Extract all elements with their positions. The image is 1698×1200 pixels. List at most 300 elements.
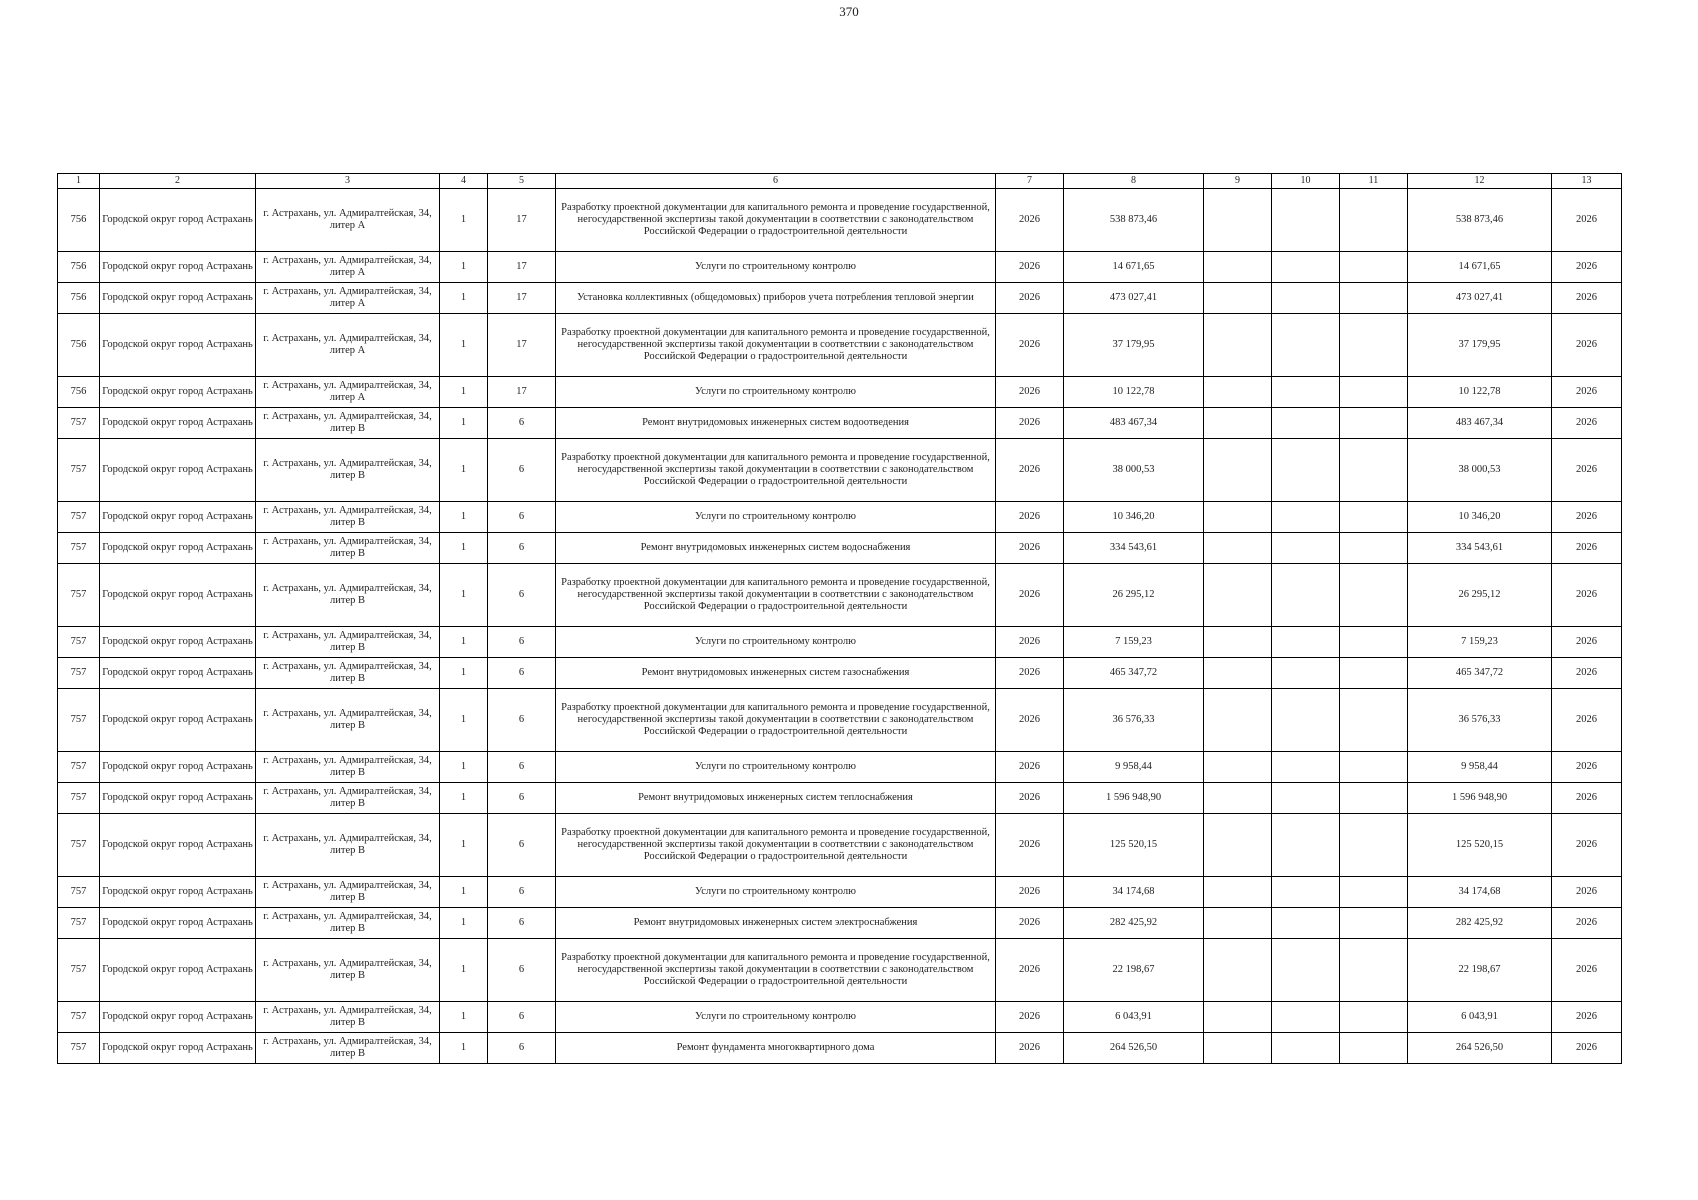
cell-house-number: 757 bbox=[58, 658, 100, 689]
cell-cost-total: 538 873,46 bbox=[1408, 189, 1552, 252]
cell-col-9 bbox=[1204, 314, 1272, 377]
cell-col-4: 1 bbox=[440, 783, 488, 814]
cell-col-4: 1 bbox=[440, 877, 488, 908]
cell-cost: 22 198,67 bbox=[1064, 939, 1204, 1002]
cell-year: 2026 bbox=[996, 689, 1064, 752]
table-row bbox=[58, 189, 1622, 252]
cell-year-end: 2026 bbox=[1552, 502, 1622, 533]
cell-col-11 bbox=[1340, 877, 1408, 908]
cell-cost-total: 125 520,15 bbox=[1408, 814, 1552, 877]
cell-house-number: 757 bbox=[58, 877, 100, 908]
cell-work-type: Услуги по строительному контролю bbox=[556, 1002, 996, 1033]
cell-cost: 9 958,44 bbox=[1064, 752, 1204, 783]
cell-col-11 bbox=[1340, 658, 1408, 689]
cell-year-end: 2026 bbox=[1552, 877, 1622, 908]
cell-col-5: 17 bbox=[488, 283, 556, 314]
cell-col-11 bbox=[1340, 408, 1408, 439]
cell-year: 2026 bbox=[996, 783, 1064, 814]
column-header-3: 3 bbox=[256, 174, 440, 189]
cell-year-end: 2026 bbox=[1552, 314, 1622, 377]
cell-col-4: 1 bbox=[440, 502, 488, 533]
table-row bbox=[58, 658, 1622, 689]
cell-col-5: 17 bbox=[488, 252, 556, 283]
cell-col-5: 6 bbox=[488, 908, 556, 939]
cell-cost: 483 467,34 bbox=[1064, 408, 1204, 439]
cell-cost: 473 027,41 bbox=[1064, 283, 1204, 314]
cell-cost-total: 10 122,78 bbox=[1408, 377, 1552, 408]
cell-cost-total: 7 159,23 bbox=[1408, 627, 1552, 658]
cell-cost: 264 526,50 bbox=[1064, 1033, 1204, 1064]
cell-col-4: 1 bbox=[440, 752, 488, 783]
cell-col-5: 6 bbox=[488, 814, 556, 877]
cell-cost-total: 37 179,95 bbox=[1408, 314, 1552, 377]
cell-cost: 10 346,20 bbox=[1064, 502, 1204, 533]
cell-cost: 26 295,12 bbox=[1064, 564, 1204, 627]
cell-col-5: 17 bbox=[488, 314, 556, 377]
cell-work-type: Услуги по строительному контролю bbox=[556, 377, 996, 408]
cell-work-type: Разработку проектной документации для капитального ремонта и проведение государственной, негосударственной экспертизы такой документации в соответствии с законодательством Российской Федерации о градостроительной деятельности bbox=[556, 939, 996, 1002]
cell-year: 2026 bbox=[996, 283, 1064, 314]
cell-work-type: Ремонт внутридомовых инженерных систем газоснабжения bbox=[556, 658, 996, 689]
cell-col-4: 1 bbox=[440, 1033, 488, 1064]
cell-cost-total: 282 425,92 bbox=[1408, 908, 1552, 939]
cell-year: 2026 bbox=[996, 439, 1064, 502]
cell-work-type: Услуги по строительному контролю bbox=[556, 627, 996, 658]
cell-col-9 bbox=[1204, 783, 1272, 814]
table-row bbox=[58, 1002, 1622, 1033]
cell-cost-total: 36 576,33 bbox=[1408, 689, 1552, 752]
cell-col-5: 6 bbox=[488, 752, 556, 783]
table-row bbox=[58, 783, 1622, 814]
cell-cost: 125 520,15 bbox=[1064, 814, 1204, 877]
column-header-5: 5 bbox=[488, 174, 556, 189]
table-row bbox=[58, 502, 1622, 533]
cell-col-5: 6 bbox=[488, 658, 556, 689]
cell-col-10 bbox=[1272, 252, 1340, 283]
cell-year-end: 2026 bbox=[1552, 908, 1622, 939]
cell-col-4: 1 bbox=[440, 533, 488, 564]
table-row bbox=[58, 564, 1622, 627]
cell-col-10 bbox=[1272, 814, 1340, 877]
cell-year: 2026 bbox=[996, 377, 1064, 408]
cell-col-9 bbox=[1204, 283, 1272, 314]
cell-year: 2026 bbox=[996, 252, 1064, 283]
cell-year: 2026 bbox=[996, 814, 1064, 877]
cell-cost-total: 22 198,67 bbox=[1408, 939, 1552, 1002]
cell-col-4: 1 bbox=[440, 252, 488, 283]
cell-col-4: 1 bbox=[440, 283, 488, 314]
cell-address: г. Астрахань, ул. Адмиралтейская, 34, литер В bbox=[256, 502, 440, 533]
cell-year: 2026 bbox=[996, 189, 1064, 252]
cell-house-number: 757 bbox=[58, 814, 100, 877]
cell-work-type: Услуги по строительному контролю bbox=[556, 502, 996, 533]
cell-address: г. Астрахань, ул. Адмиралтейская, 34, литер В bbox=[256, 752, 440, 783]
cell-col-5: 6 bbox=[488, 627, 556, 658]
table-row bbox=[58, 439, 1622, 502]
column-header-6: 6 bbox=[556, 174, 996, 189]
cell-year: 2026 bbox=[996, 877, 1064, 908]
cell-col-9 bbox=[1204, 377, 1272, 408]
cell-col-5: 6 bbox=[488, 783, 556, 814]
cell-cost-total: 334 543,61 bbox=[1408, 533, 1552, 564]
cell-work-type: Ремонт внутридомовых инженерных систем теплоснабжения bbox=[556, 783, 996, 814]
cell-house-number: 757 bbox=[58, 689, 100, 752]
cell-year-end: 2026 bbox=[1552, 1033, 1622, 1064]
cell-cost: 34 174,68 bbox=[1064, 877, 1204, 908]
cell-col-9 bbox=[1204, 1002, 1272, 1033]
cell-col-4: 1 bbox=[440, 908, 488, 939]
cell-col-10 bbox=[1272, 408, 1340, 439]
cell-house-number: 757 bbox=[58, 752, 100, 783]
cell-work-type: Ремонт внутридомовых инженерных систем водоснабжения bbox=[556, 533, 996, 564]
cell-year-end: 2026 bbox=[1552, 189, 1622, 252]
cell-address: г. Астрахань, ул. Адмиралтейская, 34, литер В bbox=[256, 1033, 440, 1064]
cell-col-5: 6 bbox=[488, 564, 556, 627]
cell-year-end: 2026 bbox=[1552, 658, 1622, 689]
cell-col-4: 1 bbox=[440, 408, 488, 439]
column-header-4: 4 bbox=[440, 174, 488, 189]
cell-year-end: 2026 bbox=[1552, 283, 1622, 314]
cell-col-9 bbox=[1204, 502, 1272, 533]
cell-col-9 bbox=[1204, 752, 1272, 783]
table-row bbox=[58, 814, 1622, 877]
column-header-10: 10 bbox=[1272, 174, 1340, 189]
cell-work-type: Ремонт фундамента многоквартирного дома bbox=[556, 1033, 996, 1064]
cell-col-11 bbox=[1340, 783, 1408, 814]
cell-year-end: 2026 bbox=[1552, 783, 1622, 814]
cell-house-number: 757 bbox=[58, 908, 100, 939]
cell-col-11 bbox=[1340, 908, 1408, 939]
column-header-1: 1 bbox=[58, 174, 100, 189]
cell-municipality: Городской округ город Астрахань bbox=[100, 908, 256, 939]
cell-municipality: Городской округ город Астрахань bbox=[100, 533, 256, 564]
header-row bbox=[58, 174, 1622, 189]
table-row bbox=[58, 377, 1622, 408]
cell-col-11 bbox=[1340, 533, 1408, 564]
cell-cost-total: 264 526,50 bbox=[1408, 1033, 1552, 1064]
cell-col-10 bbox=[1272, 658, 1340, 689]
cell-cost-total: 465 347,72 bbox=[1408, 658, 1552, 689]
cell-col-11 bbox=[1340, 814, 1408, 877]
cell-col-4: 1 bbox=[440, 314, 488, 377]
cell-municipality: Городской округ город Астрахань bbox=[100, 439, 256, 502]
cell-house-number: 756 bbox=[58, 189, 100, 252]
cell-work-type: Разработку проектной документации для капитального ремонта и проведение государственной, негосударственной экспертизы такой документации в соответствии с законодательством Российской Федерации о градостроительной деятельности bbox=[556, 189, 996, 252]
cell-house-number: 756 bbox=[58, 314, 100, 377]
cell-municipality: Городской округ город Астрахань bbox=[100, 1033, 256, 1064]
cell-col-4: 1 bbox=[440, 564, 488, 627]
cell-work-type: Услуги по строительному контролю bbox=[556, 252, 996, 283]
cell-cost: 1 596 948,90 bbox=[1064, 783, 1204, 814]
cell-municipality: Городской округ город Астрахань bbox=[100, 689, 256, 752]
cell-col-11 bbox=[1340, 377, 1408, 408]
cell-house-number: 757 bbox=[58, 533, 100, 564]
cell-col-11 bbox=[1340, 1002, 1408, 1033]
cell-year-end: 2026 bbox=[1552, 377, 1622, 408]
table-body bbox=[58, 189, 1622, 1064]
cell-col-10 bbox=[1272, 283, 1340, 314]
cell-work-type: Установка коллективных (общедомовых) приборов учета потребления тепловой энергии bbox=[556, 283, 996, 314]
cell-address: г. Астрахань, ул. Адмиралтейская, 34, литер В bbox=[256, 533, 440, 564]
cell-address: г. Астрахань, ул. Адмиралтейская, 34, литер В bbox=[256, 658, 440, 689]
cell-year: 2026 bbox=[996, 314, 1064, 377]
column-header-2: 2 bbox=[100, 174, 256, 189]
column-header-12: 12 bbox=[1408, 174, 1552, 189]
cell-municipality: Городской округ город Астрахань bbox=[100, 783, 256, 814]
cell-cost-total: 9 958,44 bbox=[1408, 752, 1552, 783]
cell-col-10 bbox=[1272, 783, 1340, 814]
cell-col-10 bbox=[1272, 377, 1340, 408]
cell-work-type: Разработку проектной документации для капитального ремонта и проведение государственной, негосударственной экспертизы такой документации в соответствии с законодательством Российской Федерации о градостроительной деятельности bbox=[556, 439, 996, 502]
cell-cost-total: 10 346,20 bbox=[1408, 502, 1552, 533]
cell-address: г. Астрахань, ул. Адмиралтейская, 34, литер В bbox=[256, 877, 440, 908]
cell-year-end: 2026 bbox=[1552, 533, 1622, 564]
cell-house-number: 757 bbox=[58, 783, 100, 814]
cell-col-10 bbox=[1272, 908, 1340, 939]
cell-col-11 bbox=[1340, 314, 1408, 377]
cell-municipality: Городской округ город Астрахань bbox=[100, 502, 256, 533]
cell-cost: 14 671,65 bbox=[1064, 252, 1204, 283]
cell-cost-total: 1 596 948,90 bbox=[1408, 783, 1552, 814]
cell-address: г. Астрахань, ул. Адмиралтейская, 34, литер В bbox=[256, 908, 440, 939]
cell-work-type: Услуги по строительному контролю bbox=[556, 877, 996, 908]
cell-house-number: 757 bbox=[58, 408, 100, 439]
cell-cost-total: 483 467,34 bbox=[1408, 408, 1552, 439]
cell-municipality: Городской округ город Астрахань bbox=[100, 283, 256, 314]
cell-address: г. Астрахань, ул. Адмиралтейская, 34, литер В bbox=[256, 1002, 440, 1033]
cell-house-number: 757 bbox=[58, 1033, 100, 1064]
cell-col-10 bbox=[1272, 502, 1340, 533]
cell-municipality: Городской округ город Астрахань bbox=[100, 377, 256, 408]
cell-municipality: Городской округ город Астрахань bbox=[100, 658, 256, 689]
cell-work-type: Разработку проектной документации для капитального ремонта и проведение государственной, негосударственной экспертизы такой документации в соответствии с законодательством Российской Федерации о градостроительной деятельности bbox=[556, 814, 996, 877]
cell-address: г. Астрахань, ул. Адмиралтейская, 34, литер В bbox=[256, 408, 440, 439]
cell-work-type: Услуги по строительному контролю bbox=[556, 752, 996, 783]
cell-year: 2026 bbox=[996, 408, 1064, 439]
cell-year: 2026 bbox=[996, 908, 1064, 939]
cell-municipality: Городской округ город Астрахань bbox=[100, 1002, 256, 1033]
cell-col-11 bbox=[1340, 564, 1408, 627]
cell-col-10 bbox=[1272, 1002, 1340, 1033]
cell-cost: 465 347,72 bbox=[1064, 658, 1204, 689]
table-row bbox=[58, 314, 1622, 377]
cell-col-10 bbox=[1272, 314, 1340, 377]
cell-cost-total: 26 295,12 bbox=[1408, 564, 1552, 627]
cell-year: 2026 bbox=[996, 1002, 1064, 1033]
cell-col-4: 1 bbox=[440, 814, 488, 877]
cell-year-end: 2026 bbox=[1552, 752, 1622, 783]
cell-cost: 538 873,46 bbox=[1064, 189, 1204, 252]
column-header-11: 11 bbox=[1340, 174, 1408, 189]
cell-col-4: 1 bbox=[440, 439, 488, 502]
registry-table bbox=[57, 173, 1622, 1064]
cell-work-type: Ремонт внутридомовых инженерных систем электроснабжения bbox=[556, 908, 996, 939]
cell-address: г. Астрахань, ул. Адмиралтейская, 34, литер В bbox=[256, 814, 440, 877]
cell-work-type: Разработку проектной документации для капитального ремонта и проведение государственной, негосударственной экспертизы такой документации в соответствии с законодательством Российской Федерации о градостроительной деятельности bbox=[556, 689, 996, 752]
cell-col-9 bbox=[1204, 439, 1272, 502]
cell-col-5: 6 bbox=[488, 533, 556, 564]
cell-year-end: 2026 bbox=[1552, 939, 1622, 1002]
cell-year: 2026 bbox=[996, 564, 1064, 627]
column-header-8: 8 bbox=[1064, 174, 1204, 189]
cell-year-end: 2026 bbox=[1552, 408, 1622, 439]
cell-municipality: Городской округ город Астрахань bbox=[100, 314, 256, 377]
cell-work-type: Разработку проектной документации для капитального ремонта и проведение государственной, негосударственной экспертизы такой документации в соответствии с законодательством Российской Федерации о градостроительной деятельности bbox=[556, 564, 996, 627]
cell-house-number: 756 bbox=[58, 377, 100, 408]
cell-address: г. Астрахань, ул. Адмиралтейская, 34, литер А bbox=[256, 314, 440, 377]
cell-address: г. Астрахань, ул. Адмиралтейская, 34, литер А bbox=[256, 283, 440, 314]
cell-col-11 bbox=[1340, 502, 1408, 533]
cell-cost-total: 6 043,91 bbox=[1408, 1002, 1552, 1033]
cell-col-5: 17 bbox=[488, 189, 556, 252]
cell-col-9 bbox=[1204, 252, 1272, 283]
cell-col-9 bbox=[1204, 564, 1272, 627]
cell-address: г. Астрахань, ул. Адмиралтейская, 34, литер В bbox=[256, 439, 440, 502]
cell-col-5: 6 bbox=[488, 439, 556, 502]
table-row bbox=[58, 908, 1622, 939]
cell-col-11 bbox=[1340, 439, 1408, 502]
cell-cost-total: 34 174,68 bbox=[1408, 877, 1552, 908]
cell-col-5: 6 bbox=[488, 939, 556, 1002]
cell-address: г. Астрахань, ул. Адмиралтейская, 34, литер А bbox=[256, 377, 440, 408]
cell-col-11 bbox=[1340, 939, 1408, 1002]
cell-col-10 bbox=[1272, 1033, 1340, 1064]
cell-col-10 bbox=[1272, 627, 1340, 658]
cell-col-11 bbox=[1340, 627, 1408, 658]
cell-house-number: 757 bbox=[58, 502, 100, 533]
cell-year-end: 2026 bbox=[1552, 689, 1622, 752]
cell-house-number: 757 bbox=[58, 627, 100, 658]
table-row bbox=[58, 533, 1622, 564]
cell-municipality: Городской округ город Астрахань bbox=[100, 564, 256, 627]
column-header-9: 9 bbox=[1204, 174, 1272, 189]
cell-col-5: 17 bbox=[488, 377, 556, 408]
cell-cost: 6 043,91 bbox=[1064, 1002, 1204, 1033]
cell-cost: 10 122,78 bbox=[1064, 377, 1204, 408]
table-row bbox=[58, 752, 1622, 783]
table-row bbox=[58, 877, 1622, 908]
table-row bbox=[58, 252, 1622, 283]
cell-year: 2026 bbox=[996, 939, 1064, 1002]
cell-address: г. Астрахань, ул. Адмиралтейская, 34, литер В bbox=[256, 564, 440, 627]
cell-col-4: 1 bbox=[440, 939, 488, 1002]
cell-municipality: Городской округ город Астрахань bbox=[100, 752, 256, 783]
cell-work-type: Ремонт внутридомовых инженерных систем водоотведения bbox=[556, 408, 996, 439]
cell-col-10 bbox=[1272, 439, 1340, 502]
cell-col-9 bbox=[1204, 189, 1272, 252]
cell-year-end: 2026 bbox=[1552, 439, 1622, 502]
cell-municipality: Городской округ город Астрахань bbox=[100, 627, 256, 658]
cell-municipality: Городской округ город Астрахань bbox=[100, 939, 256, 1002]
cell-col-5: 6 bbox=[488, 877, 556, 908]
cell-col-5: 6 bbox=[488, 502, 556, 533]
cell-col-11 bbox=[1340, 752, 1408, 783]
cell-cost: 7 159,23 bbox=[1064, 627, 1204, 658]
cell-col-9 bbox=[1204, 658, 1272, 689]
cell-col-9 bbox=[1204, 939, 1272, 1002]
cell-address: г. Астрахань, ул. Адмиралтейская, 34, литер А bbox=[256, 252, 440, 283]
cell-cost: 282 425,92 bbox=[1064, 908, 1204, 939]
cell-col-4: 1 bbox=[440, 189, 488, 252]
column-header-7: 7 bbox=[996, 174, 1064, 189]
cell-col-11 bbox=[1340, 252, 1408, 283]
cell-cost-total: 14 671,65 bbox=[1408, 252, 1552, 283]
cell-col-5: 6 bbox=[488, 1002, 556, 1033]
cell-col-9 bbox=[1204, 408, 1272, 439]
cell-house-number: 757 bbox=[58, 439, 100, 502]
cell-col-11 bbox=[1340, 1033, 1408, 1064]
cell-year: 2026 bbox=[996, 752, 1064, 783]
cell-col-10 bbox=[1272, 189, 1340, 252]
cell-col-9 bbox=[1204, 1033, 1272, 1064]
cell-address: г. Астрахань, ул. Адмиралтейская, 34, литер В bbox=[256, 627, 440, 658]
cell-col-9 bbox=[1204, 627, 1272, 658]
cell-cost-total: 38 000,53 bbox=[1408, 439, 1552, 502]
cell-year-end: 2026 bbox=[1552, 1002, 1622, 1033]
cell-house-number: 757 bbox=[58, 1002, 100, 1033]
table-row bbox=[58, 1033, 1622, 1064]
cell-col-9 bbox=[1204, 689, 1272, 752]
cell-col-11 bbox=[1340, 189, 1408, 252]
cell-col-10 bbox=[1272, 877, 1340, 908]
cell-municipality: Городской округ город Астрахань bbox=[100, 189, 256, 252]
cell-year-end: 2026 bbox=[1552, 252, 1622, 283]
cell-address: г. Астрахань, ул. Адмиралтейская, 34, литер В bbox=[256, 939, 440, 1002]
cell-col-9 bbox=[1204, 533, 1272, 564]
cell-house-number: 756 bbox=[58, 252, 100, 283]
cell-address: г. Астрахань, ул. Адмиралтейская, 34, литер А bbox=[256, 189, 440, 252]
cell-year: 2026 bbox=[996, 627, 1064, 658]
table-row bbox=[58, 283, 1622, 314]
page-number: 370 bbox=[839, 4, 859, 19]
cell-year-end: 2026 bbox=[1552, 627, 1622, 658]
cell-cost: 37 179,95 bbox=[1064, 314, 1204, 377]
table-row bbox=[58, 689, 1622, 752]
cell-work-type: Разработку проектной документации для капитального ремонта и проведение государственной, негосударственной экспертизы такой документации в соответствии с законодательством Российской Федерации о градостроительной деятельности bbox=[556, 314, 996, 377]
cell-col-5: 6 bbox=[488, 1033, 556, 1064]
table-row bbox=[58, 627, 1622, 658]
cell-col-10 bbox=[1272, 689, 1340, 752]
cell-house-number: 757 bbox=[58, 564, 100, 627]
cell-year-end: 2026 bbox=[1552, 814, 1622, 877]
cell-municipality: Городской округ город Астрахань bbox=[100, 877, 256, 908]
cell-col-9 bbox=[1204, 877, 1272, 908]
cell-year-end: 2026 bbox=[1552, 564, 1622, 627]
cell-year: 2026 bbox=[996, 658, 1064, 689]
cell-cost: 36 576,33 bbox=[1064, 689, 1204, 752]
cell-col-10 bbox=[1272, 533, 1340, 564]
cell-col-11 bbox=[1340, 689, 1408, 752]
cell-cost: 38 000,53 bbox=[1064, 439, 1204, 502]
cell-municipality: Городской округ город Астрахань bbox=[100, 408, 256, 439]
cell-col-9 bbox=[1204, 814, 1272, 877]
cell-col-4: 1 bbox=[440, 689, 488, 752]
cell-col-4: 1 bbox=[440, 377, 488, 408]
cell-col-10 bbox=[1272, 752, 1340, 783]
cell-col-5: 6 bbox=[488, 408, 556, 439]
cell-col-4: 1 bbox=[440, 627, 488, 658]
cell-year: 2026 bbox=[996, 502, 1064, 533]
cell-col-11 bbox=[1340, 283, 1408, 314]
cell-house-number: 756 bbox=[58, 283, 100, 314]
cell-year: 2026 bbox=[996, 533, 1064, 564]
cell-col-4: 1 bbox=[440, 1002, 488, 1033]
cell-cost: 334 543,61 bbox=[1064, 533, 1204, 564]
cell-municipality: Городской округ город Астрахань bbox=[100, 814, 256, 877]
table-header bbox=[58, 174, 1622, 189]
cell-address: г. Астрахань, ул. Адмиралтейская, 34, литер В bbox=[256, 689, 440, 752]
cell-address: г. Астрахань, ул. Адмиралтейская, 34, литер В bbox=[256, 783, 440, 814]
